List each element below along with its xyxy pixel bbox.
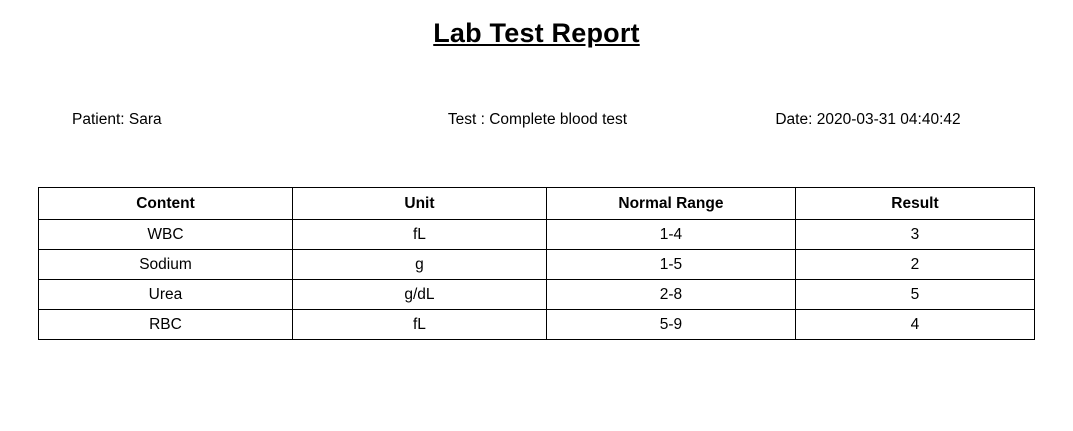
cell-normal-range: 1-5 — [546, 250, 795, 280]
cell-normal-range: 5-9 — [546, 310, 795, 340]
results-table-container — [0, 187, 1073, 340]
cell-result: 2 — [795, 250, 1034, 280]
column-header-normal-range: Normal Range — [546, 188, 795, 220]
page-title: Lab Test Report — [433, 18, 640, 48]
cell-content: Urea — [39, 280, 293, 310]
cell-normal-range: 1-4 — [546, 220, 795, 250]
cell-unit: g/dL — [292, 280, 546, 310]
table-row — [39, 310, 1035, 340]
cell-result: 4 — [795, 310, 1034, 340]
lab-report-page — [0, 18, 1073, 431]
test-name: Test : Complete blood test — [447, 111, 628, 128]
cell-unit: fL — [292, 310, 546, 340]
table-row — [39, 280, 1035, 310]
cell-content: Sodium — [39, 250, 293, 280]
cell-unit: g — [292, 250, 546, 280]
cell-normal-range: 2-8 — [546, 280, 795, 310]
column-header-content: Content — [39, 188, 293, 220]
results-table — [38, 187, 1035, 340]
report-date: Date: 2020-03-31 04:40:42 — [775, 111, 961, 128]
patient-name: Patient: Sara — [72, 111, 162, 128]
cell-unit: fL — [292, 220, 546, 250]
cell-content: RBC — [39, 310, 293, 340]
table-header-row — [39, 188, 1035, 220]
column-header-unit: Unit — [292, 188, 546, 220]
table-row — [39, 220, 1035, 250]
report-meta — [0, 111, 1073, 129]
cell-result: 5 — [795, 280, 1034, 310]
cell-content: WBC — [39, 220, 293, 250]
column-header-result: Result — [795, 188, 1034, 220]
cell-result: 3 — [795, 220, 1034, 250]
table-row — [39, 250, 1035, 280]
